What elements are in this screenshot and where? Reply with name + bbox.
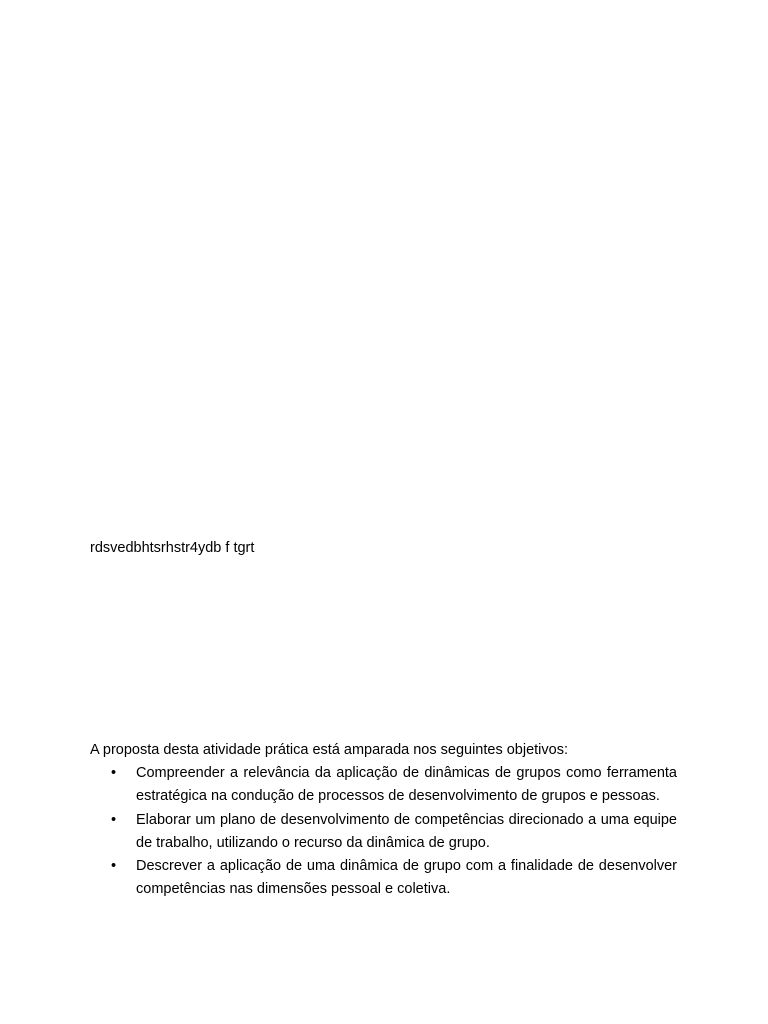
objective-text: Descrever a aplicação de uma dinâmica de grupo com a finalidade de desenvolver competências nas dimensões pessoal e coletiva. — [136, 858, 677, 898]
objective-text: Compreender a relevância da aplicação de dinâmicas de grupos como ferramenta estratégica na condução de processos de desenvolvimento de grupos e pessoas. — [136, 765, 677, 805]
stray-text-line: rdsvedbhtsrhstr4ydb f tgrt — [90, 540, 255, 556]
objectives-intro: A proposta desta atividade prática está amparada nos seguintes objetivos: — [90, 742, 568, 758]
bullet-icon: • — [111, 811, 117, 828]
objectives-section — [90, 739, 677, 902]
objective-text: Elaborar um plano de desenvolvimento de competências direcionado a uma equipe de trabalho, utilizando o recurso da dinâmica de grupo. — [136, 811, 677, 851]
bullet-icon: • — [111, 765, 117, 781]
list-item — [90, 855, 677, 902]
list-item — [90, 809, 677, 856]
list-item — [90, 762, 677, 809]
bullet-icon: • — [111, 858, 117, 875]
objectives-list — [90, 762, 677, 902]
